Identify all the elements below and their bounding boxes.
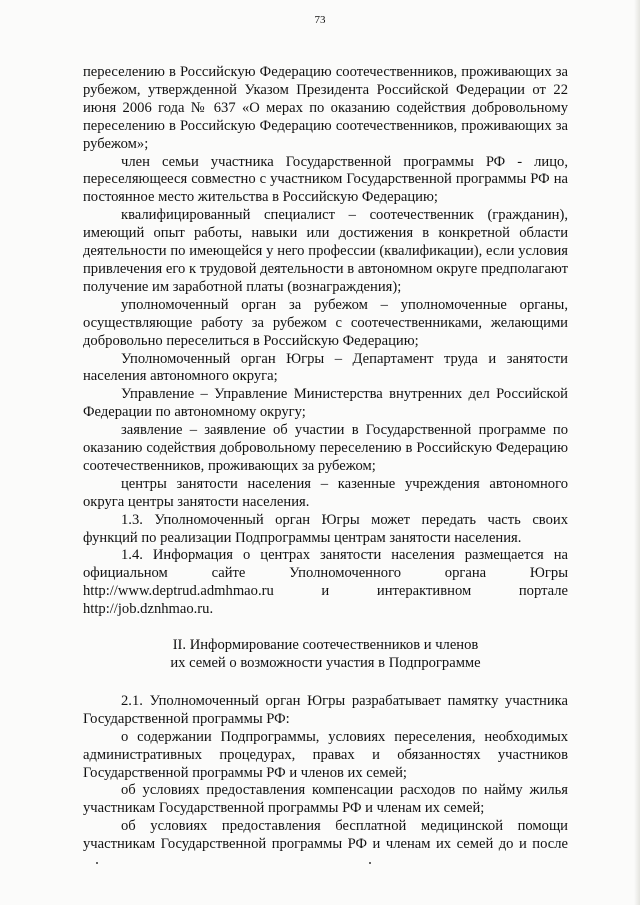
paragraph: 2.1. Уполномоченный орган Югры разрабатывает памятку участника Государственной программы РФ: (83, 692, 568, 727)
paragraph: заявление – заявление об участии в Государственной программе по оказанию содействия добровольному переселению в Российскую Федерацию соотечественников, проживающих за рубежом; (83, 422, 568, 474)
scan-edge-shadow (634, 0, 640, 905)
paragraph: 1.4. Информация о центрах занятости населения размещается на официальном сайте Уполномоченного органа Югры http://www.deptrud.admhmao.ru и интерактивном портале http://job.dznhmao.ru. (83, 547, 568, 618)
paragraph: Управление – Управление Министерства внутренних дел Российской Федерации по автономному округу; (83, 386, 568, 421)
paragraph: об условиях предоставления компенсации расходов по найму жилья участникам Государственной программы РФ и членам их семей; (83, 782, 568, 817)
section-title-line: их семей о возможности участия в Подпрограмме (170, 655, 481, 671)
scan-speck (369, 862, 371, 864)
paragraph: квалифицированный специалист – соотечественник (гражданин), имеющий опыт работы, навыки или достижения в конкретной области деятельности по имеющейся у него профессии (квалификации), если условия привлечения его к трудовой деятельности в автономном округе предполагают получение им заработной платы (вознаграждения); (83, 207, 568, 295)
paragraph: центры занятости населения – казенные учреждения автономного округа центры занятости населения. (83, 475, 568, 510)
paragraph: 1.3. Уполномоченный орган Югры может передать часть своих функций по реализации Подпрограммы центрам занятости населения. (83, 511, 568, 546)
paragraph: Уполномоченный орган Югры – Департамент труда и занятости населения автономного округа; (83, 350, 568, 385)
scan-speck (96, 862, 98, 864)
paragraph: переселению в Российскую Федерацию соотечественников, проживающих за рубежом, утвержденной Указом Президента Российской Федерации от 22 июня 2006 года № 637 «О мерах по оказанию содействия добровольному переселению в Российскую Федерацию соотечественников, проживающих за рубежом»; (83, 64, 568, 152)
document-body (83, 64, 568, 854)
page-number: 73 (314, 14, 326, 26)
paragraph: об условиях предоставления бесплатной медицинской помощи участникам Государственной программы РФ и членам их семей до и после (83, 818, 568, 853)
paragraph: о содержании Подпрограммы, условиях переселения, необходимых административных процедурах, правах и обязанностях участников Государственной программы РФ и членов их семей; (83, 728, 568, 781)
section-title (83, 637, 568, 673)
section-title-line: II. Информирование соотечественников и членов (172, 637, 479, 654)
paragraph: уполномоченный орган за рубежом – уполномоченные органы, осуществляющие работу за рубежом с соотечественниками, желающими добровольно переселиться в Российскую Федерацию; (83, 296, 568, 349)
paragraph: член семьи участника Государственной программы РФ - лицо, переселяющееся совместно с участником Государственной программы РФ на постоянное место жительства в Российскую Федерацию; (83, 153, 568, 206)
